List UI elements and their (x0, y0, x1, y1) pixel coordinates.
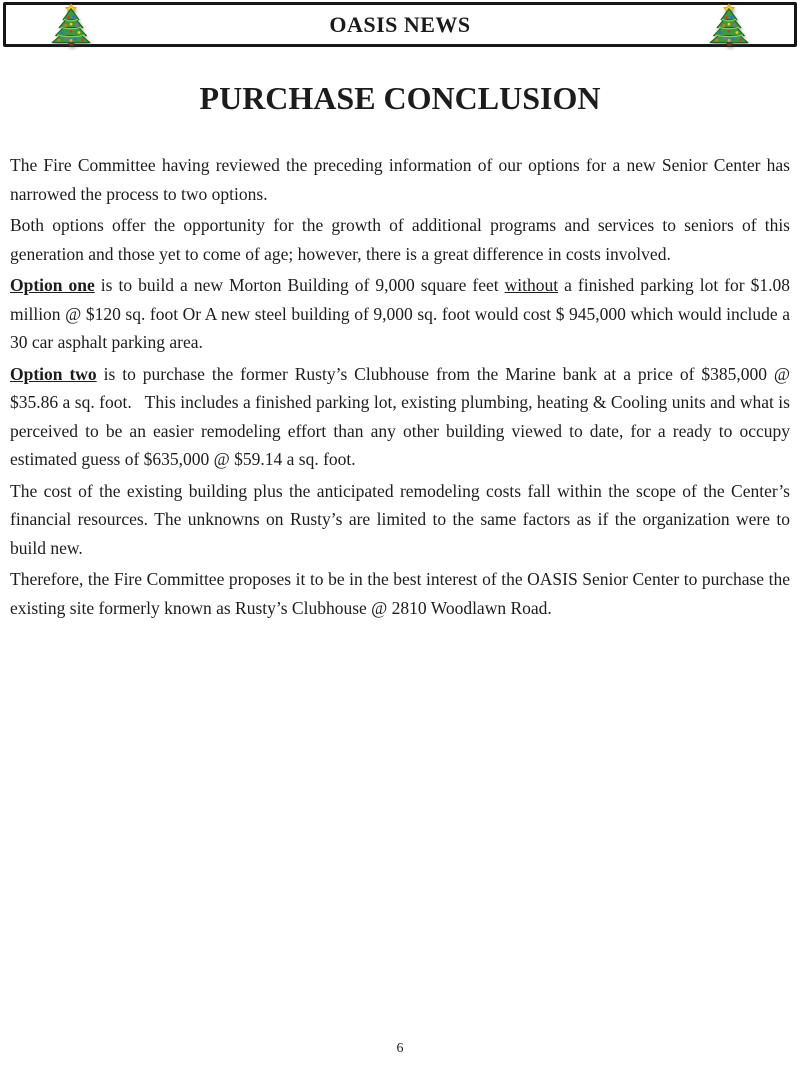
option-one-text-after: a finished parking lot for $1.08 million @ $120 sq. foot Or A new steel building of 9,000 sq. foot would cost $ 945,000 which would include a 30 car asphalt parking area. (10, 275, 790, 352)
paragraph-cost-analysis (10, 477, 790, 563)
paragraph-intro-text: The Fire Committee having reviewed the preceding information of our options for a new Senior Center has narrowed the process to two options. (10, 155, 790, 204)
newsletter-masthead (3, 2, 797, 47)
article-body (0, 80, 800, 622)
paragraph-option-two (10, 360, 790, 474)
page-title: PURCHASE CONCLUSION (199, 80, 601, 116)
paragraph-recommendation-text: Therefore, the Fire Committee proposes it to be in the best interest of the OASIS Senior Center to purchase the existing site formerly known as Rusty’s Clubhouse @ 2810 Woodlawn Road. (10, 569, 790, 618)
masthead-title: OASIS NEWS (329, 11, 471, 37)
page-number: 6 (396, 1041, 404, 1056)
option-one-underlined-word: without (504, 275, 559, 295)
paragraph-recommendation (10, 565, 790, 622)
option-one-text-before: is to build a new Morton Building of 9,000 square feet (94, 275, 505, 295)
option-one-label: Option one (10, 275, 95, 295)
paragraph-both-options-text: Both options offer the opportunity for the growth of additional programs and services to seniors of this generation and those yet to come of age; however, there is a great difference in costs involved. (10, 215, 790, 264)
paragraph-option-one (10, 271, 790, 357)
paragraph-both-options (10, 211, 790, 268)
christmas-tree-icon-left (48, 3, 94, 47)
option-two-text: is to purchase the former Rusty’s Clubhouse from the Marine bank at a price of $385,000 @ $35.86 a sq. foot. This includes a finished parking lot, existing plumbing, heating & Cooling units and what is perceived to be an easier remodeling effort than any other building viewed to date, for a ready to occupy estimated guess of $635,000 @ $59.14 a sq. foot. (10, 363, 791, 469)
christmas-tree-icon-right (706, 3, 752, 47)
option-two-label: Option two (10, 363, 97, 384)
paragraph-cost-analysis-text: The cost of the existing building plus the anticipated remodeling costs fall within the scope of the Center’s financial resources. The unknowns on Rusty’s are limited to the same factors as if the organization were to build new. (10, 480, 790, 558)
paragraph-intro (10, 151, 790, 208)
